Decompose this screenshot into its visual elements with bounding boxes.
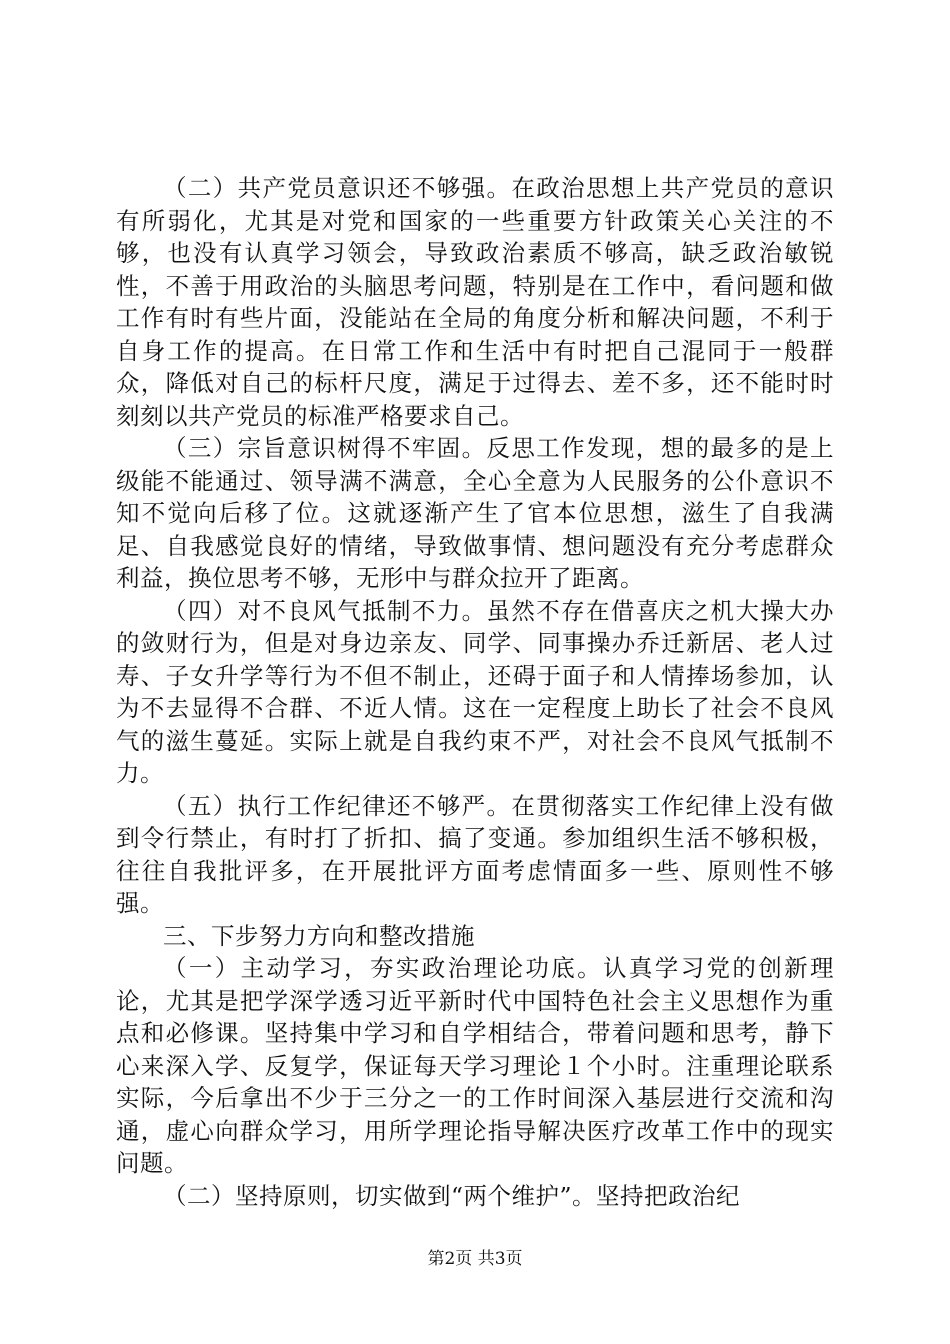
paragraph-active-learning: （一）主动学习，夯实政治理论功底。认真学习党的创新理论，尤其是把学深学透习近平新时代中国特色社会主义思想作为重点和必修课。坚持集中学习和自学相结合，带着问题和思考，静下心来深入学、反复学，保证每天学习理论１个小时。注重理论联系实际，今后拿出不少于三分之一的工作时间深入基层进行交流和沟通，虚心向群众学习，用所学理论指导解决医疗改革工作中的现实问题。 <box>116 954 834 1177</box>
paragraph-party-awareness: （二）共产党员意识还不够强。在政治思想上共产党员的意识有所弱化，尤其是对党和国家的一些重要方针政策关心关注的不够，也没有认真学习领会，导致政治素质不够高，缺乏政治敏锐性，不善于用政治的头脑思考问题，特别是在工作中，看问题和做工作有时有些片面，没能站在全局的角度分析和解决问题，不利于自身工作的提高。在日常工作和生活中有时把自己混同于一般群众，降低对自己的标杆尺度，满足于过得去、差不多，还不能时时刻刻以共产党员的标准严格要求自己。 <box>116 174 834 430</box>
paragraph-bad-practices: （四）对不良风气抵制不力。虽然不存在借喜庆之机大操大办的敛财行为，但是对身边亲友、同学、同事操办乔迁新居、老人过寿、子女升学等行为不但不制止，还碍于面子和人情捧场参加，认为不去显得不合群、不近人情。这在一定程度上助长了社会不良风气的滋生蔓延。实际上就是自我约束不严，对社会不良风气抵制不力。 <box>116 596 834 787</box>
document-body <box>116 172 834 1212</box>
paragraph-work-discipline: （五）执行工作纪律还不够严。在贯彻落实工作纪律上没有做到令行禁止，有时打了折扣、搞了变通。参加组织生活不够积极，往往自我批评多，在开展批评方面考虑情面多一些、原则性不够强。 <box>116 791 834 917</box>
paragraph-purpose-awareness: （三）宗旨意识树得不牢固。反思工作发现，想的最多的是上级能不能通过、领导满不满意，全心全意为人民服务的公仆意识不知不觉向后移了位。这就逐渐产生了官本位思想，滋生了自我满足、自我感觉良好的情绪，导致做事情、想问题没有充分考虑群众利益，换位思考不够，无形中与群众拉开了距离。 <box>116 434 834 592</box>
paragraph-uphold-principles: （二）坚持原则，切实做到“两个维护”。坚持把政治纪 <box>163 1181 741 1210</box>
page-footer: 第2页 共3页 <box>427 1249 523 1269</box>
section-heading-rectification: 三、下步努力方向和整改措施 <box>163 921 475 950</box>
